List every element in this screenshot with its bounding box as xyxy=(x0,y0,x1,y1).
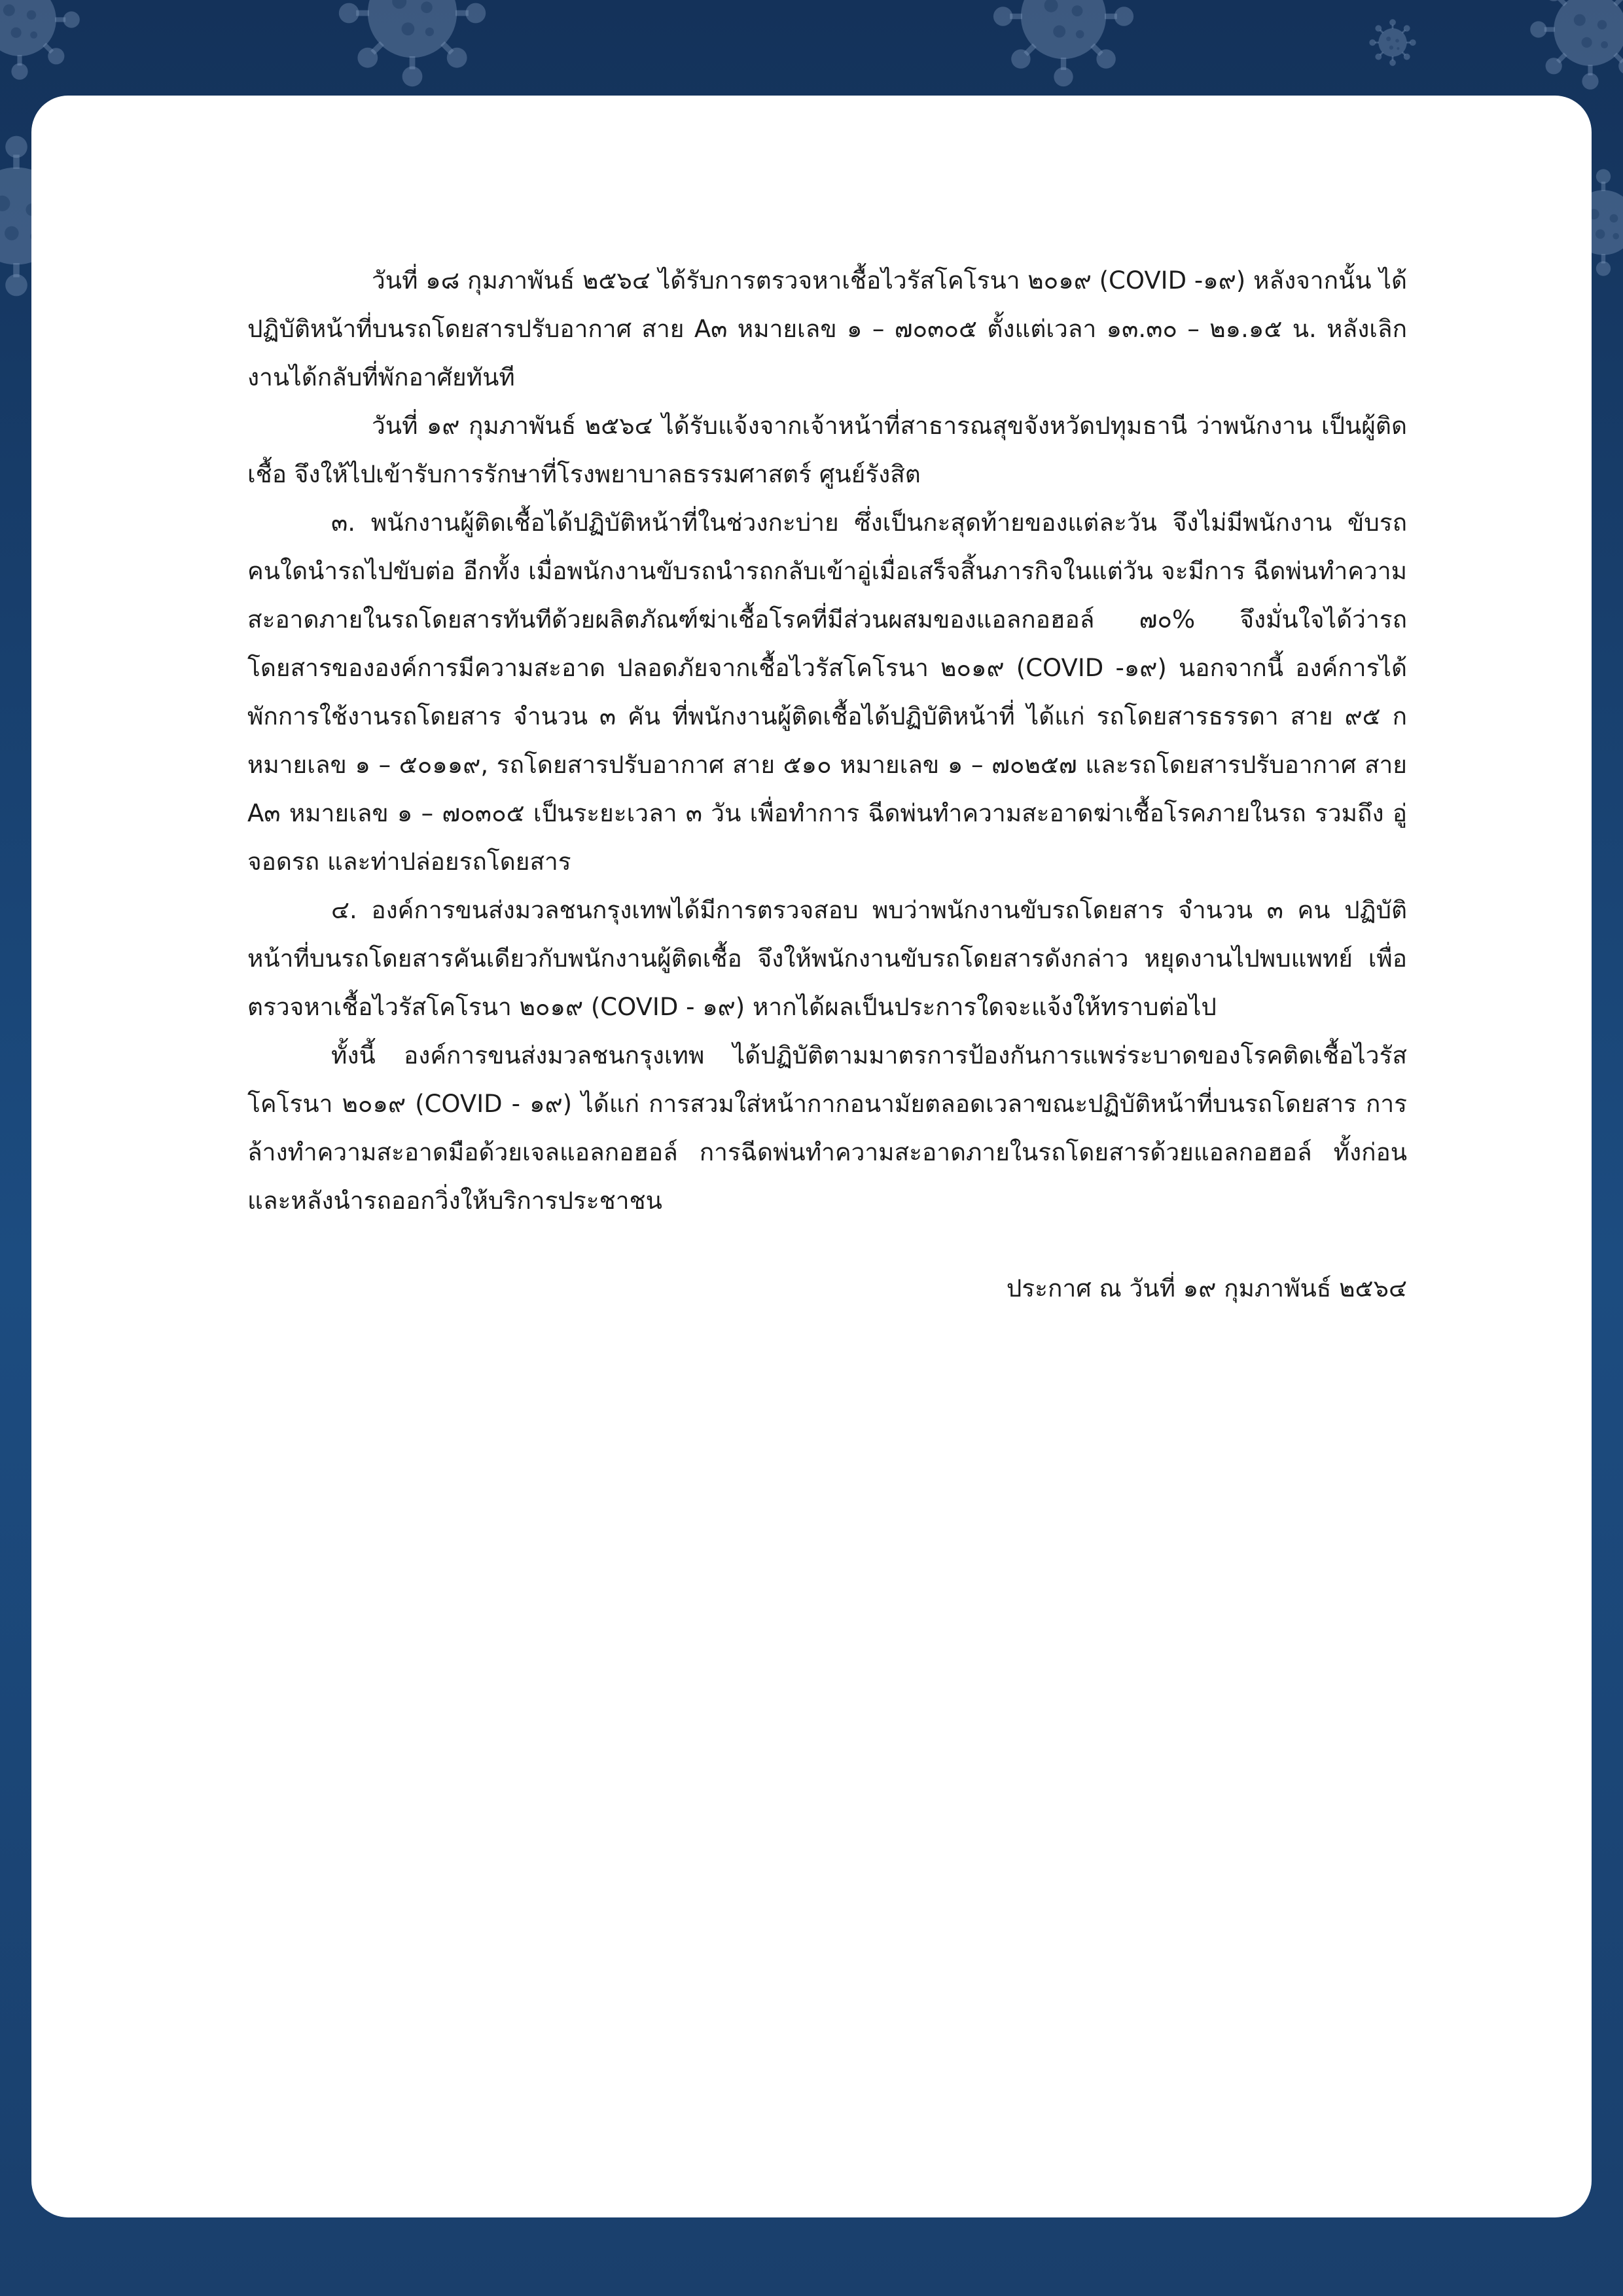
paragraph-item-4: ๔. องค์การขนส่งมวลชนกรุงเทพได้มีการตรวจสอบ พบว่าพนักงานขับรถโดยสาร จำนวน ๓ คน ปฏิบัติหน้าที่บนรถโดยสารคันเดียวกับพนักงานผู้ติดเชื้อ จึงให้พนักงานขับรถโดยสารดังกล่าว หยุดงานไปพบแพทย์ เพื่อตรวจหาเชื้อไวรัสโคโรนา ๒๐๑๙ (COVID - ๑๙) หากได้ผลเป็นประการใดจะแจ้งให้ทราบต่อไป xyxy=(247,896,1407,1021)
paragraph-measures: ทั้งนี้ องค์การขนส่งมวลชนกรุงเทพ ได้ปฏิบัติตามมาตรการป้องกันการแพร่ระบาดของโรคติดเชื้อไวรัส โคโรนา ๒๐๑๙ (COVID - ๑๙) ได้แก่ การสวมใส่หน้ากากอนามัยตลอดเวลาขณะปฏิบัติหน้าที่บนรถโดยสาร การล้างทำความสะอาดมือด้วยเจลแอลกอฮอล์ การฉีดพ่นทำความสะอาดภายในรถโดยสารด้วยแอลกอฮอล์ ทั้งก่อนและหลังนำรถออกวิ่งให้บริการประชาชน xyxy=(247,1041,1407,1215)
paragraph-item-3: ๓. พนักงานผู้ติดเชื้อได้ปฏิบัติหน้าที่ในช่วงกะบ่าย ซึ่งเป็นกะสุดท้ายของแต่ละวัน จึงไม่มีพนักงาน ขับรถคนใดนำรถไปขับต่อ อีกทั้ง เมื่อพนักงานขับรถนำรถกลับเข้าอู่เมื่อเสร็จสิ้นภารกิจในแต่วัน จะมีการ ฉีดพ่นทำความสะอาดภายในรถโดยสารทันทีด้วยผลิตภัณฑ์ฆ่าเชื้อโรคที่มีส่วนผสมของแอลกอฮอล์ ๗๐% จึงมั่นใจได้ว่ารถโดยสารขององค์การมีความสะอาด ปลอดภัยจากเชื้อไวรัสโคโรนา ๒๐๑๙ (COVID -๑๙) นอกจากนี้ องค์การได้พักการใช้งานรถโดยสาร จำนวน ๓ คัน ที่พนักงานผู้ติดเชื้อได้ปฏิบัติหน้าที่ ได้แก่ รถโดยสารธรรดา สาย ๙๕ ก หมายเลข ๑ – ๕๐๑๑๙, รถโดยสารปรับอากาศ สาย ๕๑๐ หมายเลข ๑ – ๗๐๒๕๗ และรถโดยสารปรับอากาศ สาย A๓ หมายเลข ๑ – ๗๐๓๐๕ เป็นระยะเวลา ๓ วัน เพื่อทำการ ฉีดพ่นทำความสะอาดฆ่าเชื้อโรคภายในรถ รวมถึง อู่จอดรถ และท่าปล่อยรถโดยสาร xyxy=(247,509,1407,876)
document-card xyxy=(31,96,1592,2217)
announcement-date: ประกาศ ณ วันที่ ๑๙ กุมภาพันธ์ ๒๕๖๔ xyxy=(1006,1274,1407,1302)
document-body xyxy=(247,257,1407,1313)
paragraph-feb-18: วันที่ ๑๘ กุมภาพันธ์ ๒๕๖๔ ได้รับการตรวจหาเชื้อไวรัสโคโรนา ๒๐๑๙ (COVID -๑๙) หลังจากนั้น ได้ปฏิบัติหน้าที่บนรถโดยสารปรับอากาศ สาย A๓ หมายเลข ๑ – ๗๐๓๐๕ ตั้งแต่เวลา ๑๓.๓๐ – ๒๑.๑๕ น. หลังเลิกงานได้กลับที่พักอาศัยทันที xyxy=(247,266,1407,391)
paragraph-feb-19: วันที่ ๑๙ กุมภาพันธ์ ๒๕๖๔ ได้รับแจ้งจากเจ้าหน้าที่สาธารณสุขจังหวัดปทุมธานี ว่าพนักงาน เป็นผู้ติดเชื้อ จึงให้ไปเข้ารับการรักษาที่โรงพยาบาลธรรมศาสตร์ ศูนย์รังสิต xyxy=(247,412,1407,488)
